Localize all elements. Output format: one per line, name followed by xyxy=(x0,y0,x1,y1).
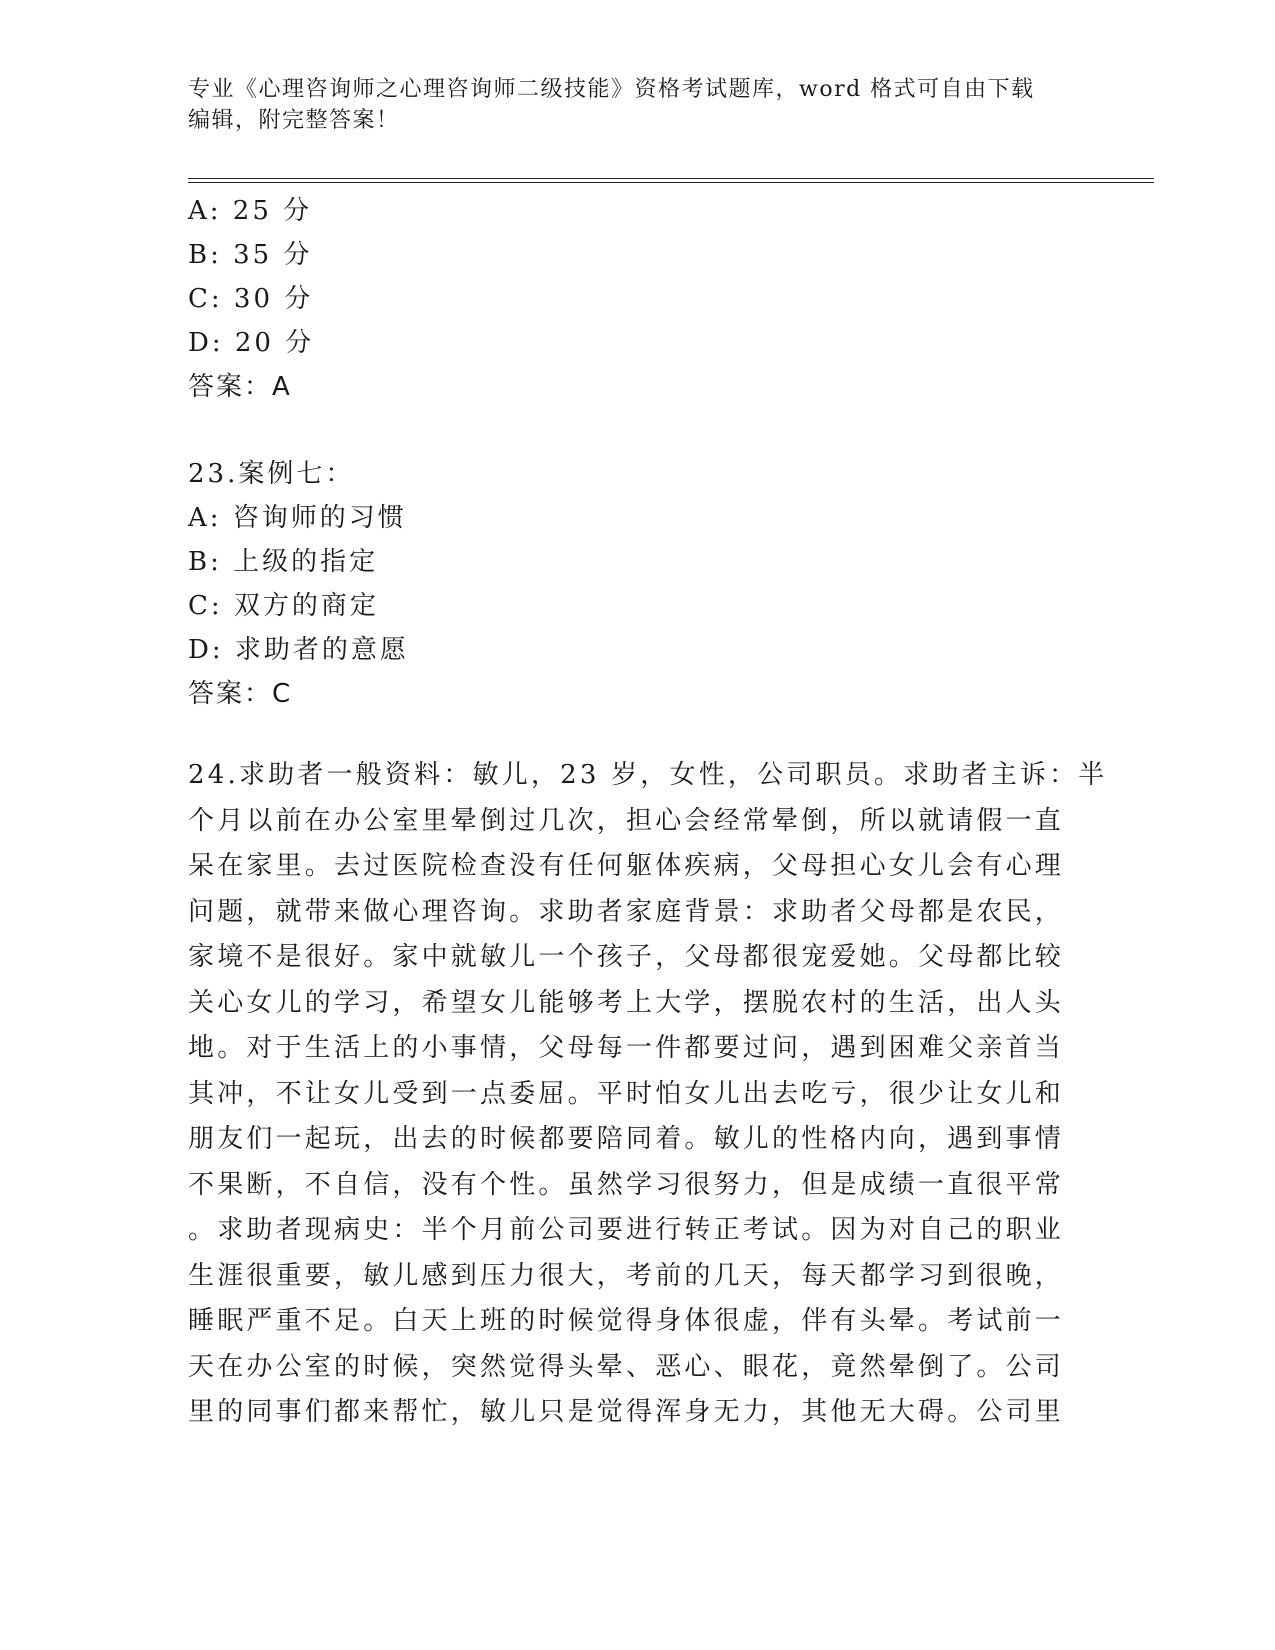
q23-option-d: D: 求助者的意愿 xyxy=(188,635,409,665)
document-header xyxy=(188,74,1068,136)
q23-answer: 答案：C xyxy=(188,679,293,709)
header-divider-top xyxy=(188,178,1154,179)
q22-option-b: B: 35 分 xyxy=(188,240,313,270)
q24-line: 地。对于生活上的小事情，父母每一件都要过问，遇到困难父亲首当 xyxy=(188,1033,1065,1063)
q24-line: 天在办公室的时候，突然觉得头晕、恶心、眼花，竟然晕倒了。公司 xyxy=(188,1351,1065,1382)
q22-option-a: A: 25 分 xyxy=(188,196,313,226)
q22-answer: 答案：A xyxy=(188,372,292,402)
q22-option-d: D: 20 分 xyxy=(188,328,315,358)
q24-line: 关心女儿的学习，希望女儿能够考上大学，摆脱农村的生活，出人头 xyxy=(188,987,1065,1018)
q24-line: 个月以前在办公室里晕倒过几次，担心会经常晕倒，所以就请假一直 xyxy=(188,805,1065,836)
q23-option-a: A: 咨询师的习惯 xyxy=(188,503,407,533)
q22-option-c: C: 30 分 xyxy=(188,284,314,314)
q23-option-b: B: 上级的指定 xyxy=(188,547,379,577)
q24-line: 24.求助者一般资料：敏儿，23 岁，女性，公司职员。求助者主诉：半 xyxy=(188,760,1108,790)
q24-line: 其冲，不让女儿受到一点委屈。平时怕女儿出去吃亏，很少让女儿和 xyxy=(188,1078,1065,1109)
q24-line: 家境不是很好。家中就敏儿一个孩子，父母都很宠爱她。父母都比较 xyxy=(188,942,1065,972)
header-line-1: 专业《心理咨询师之心理咨询师二级技能》资格考试题库，word 格式可自由下载 xyxy=(188,77,1035,102)
q24-line: 里的同事们都来帮忙，敏儿只是觉得浑身无力，其他无大碍。公司里 xyxy=(188,1397,1065,1427)
q23-option-c: C: 双方的商定 xyxy=(188,591,379,621)
q24-line: 朋友们一起玩，出去的时候都要陪同着。敏儿的性格内向，遇到事情 xyxy=(188,1124,1065,1154)
q24-line: 。求助者现病史：半个月前公司要进行转正考试。因为对自己的职业 xyxy=(188,1215,1065,1245)
q24-line: 不果断，不自信，没有个性。虽然学习很努力，但是成绩一直很平常 xyxy=(188,1169,1065,1200)
q24-line: 问题，就带来做心理咨询。求助者家庭背景：求助者父母都是农民， xyxy=(188,896,1065,927)
header-divider-bottom xyxy=(188,182,1154,183)
q24-case-text xyxy=(188,753,1108,1436)
header-line-2: 编辑，附完整答案！ xyxy=(188,108,400,133)
q24-line: 生涯很重要，敏儿感到压力很大，考前的几天，每天都学习到很晚， xyxy=(188,1260,1065,1291)
q24-line: 呆在家里。去过医院检查没有任何躯体疾病，父母担心女儿会有心理 xyxy=(188,851,1065,881)
q24-line: 睡眠严重不足。白天上班的时候觉得身体很虚，伴有头晕。考试前一 xyxy=(188,1306,1065,1336)
q23-title: 23.案例七： xyxy=(188,459,355,489)
